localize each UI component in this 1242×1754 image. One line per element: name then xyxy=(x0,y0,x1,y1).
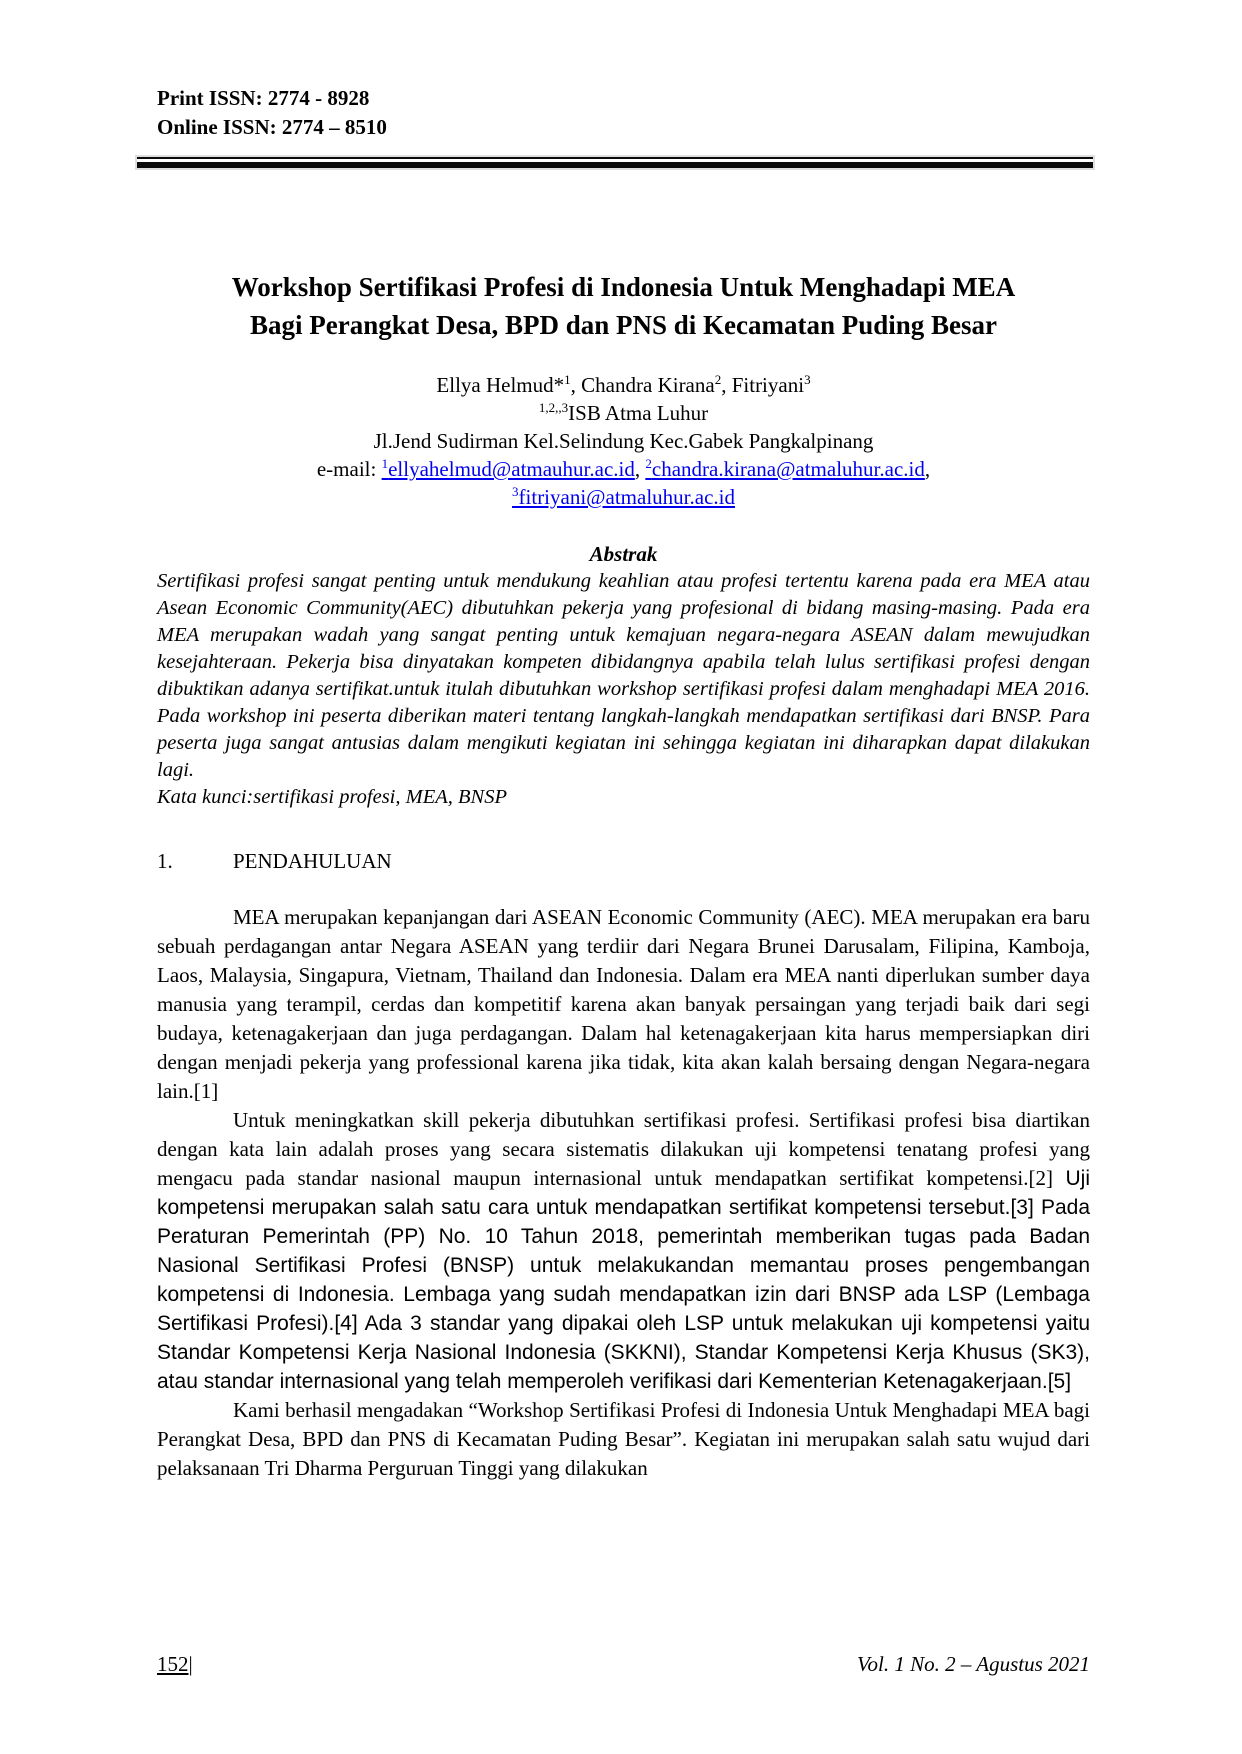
paragraph-2-serif-segment: Untuk meningkatkan skill pekerja dibutuhkan sertifikasi profesi. Sertifikasi profesi bisa diartikan dengan kata lain adalah proses yang secara sistematis dilakukan uji kompetensi tenatang profesi yang mengacu pada standar nasional maupun internasional untuk mendapatkan sertifikat kompetensi.[2] xyxy=(157,1108,1090,1190)
print-issn: Print ISSN: 2774 - 8928 xyxy=(157,86,370,110)
author-1: Ellya Helmud* xyxy=(436,373,565,397)
article-title-line-1: Workshop Sertifikasi Profesi di Indonesia Untuk Menghadapi MEA xyxy=(231,272,1016,302)
email-separator-2: , xyxy=(924,457,931,481)
email-link-2[interactable] xyxy=(645,457,925,481)
email-3-superscript: 3 xyxy=(512,484,519,499)
author-separator-1: , xyxy=(570,373,582,397)
header-divider-rule xyxy=(137,157,1093,168)
email-2-superscript: 2 xyxy=(645,456,652,471)
article-body xyxy=(157,268,1090,1483)
paragraph-1: MEA merupakan kepanjangan dari ASEAN Economic Community (AEC). MEA merupakan era baru sebuah perdagangan antar Negara ASEAN yang terdiir dari Negara Brunei Darusalam, Filipina, Kamboja, Laos, Malaysia, Singapura, Vietnam, Thailand dan Indonesia. Dalam era MEA nanti diperlukan sumber daya manusia yang terampil, cerdas dan kompetitif karena akan banyak persaingan yang terjadi baik dari segi budaya, ketenagakerjaan dan juga perdagangan. Dalam hal ketenagakerjaan kita harus mempersiapkan diri dengan menjadi pekerja yang professional karena jika tidak, kita akan kalah bersaing dengan Negara-negara lain.[1] xyxy=(157,905,1090,1103)
keywords-line: Kata kunci:sertifikasi profesi, MEA, BNSP xyxy=(157,786,507,808)
email-link-1[interactable] xyxy=(382,457,635,481)
abstract-heading: Abstrak xyxy=(589,542,658,566)
author-2-superscript: 2 xyxy=(714,372,722,387)
author-1-superscript: 1 xyxy=(564,372,571,387)
email-2-address: chandra.kirana@atmaluhur.ac.id xyxy=(651,457,925,481)
paragraph-3: Kami berhasil mengadakan “Workshop Sertifikasi Profesi di Indonesia Untuk Menghadapi MEA bagi Perangkat Desa, BPD dan PNS di Kecamatan Puding Besar”. Kegiatan ini merupakan salah satu wujud dari pelaksanaan Tri Dharma Perguruan Tinggi yang dilakukan xyxy=(157,1398,1090,1480)
author-3: Fitriyani xyxy=(731,373,805,397)
section-1-number: 1. xyxy=(157,849,173,873)
affiliation-line xyxy=(157,399,1090,427)
email-separator-1: , xyxy=(634,457,646,481)
author-meta-block xyxy=(157,371,1090,511)
author-separator-2: , xyxy=(721,373,732,397)
affiliation-superscript: 1,2,,3 xyxy=(538,400,569,415)
email-prefix: e-mail: xyxy=(316,457,382,481)
paragraph-2 xyxy=(157,1106,1090,1396)
volume-info: Vol. 1 No. 2 – Agustus 2021 xyxy=(857,1652,1090,1676)
page-number-block xyxy=(157,1651,193,1678)
article-title xyxy=(157,268,1090,344)
article-title-line-2: Bagi Perangkat Desa, BPD dan PNS di Kecamatan Puding Besar xyxy=(249,310,998,340)
email-line-1 xyxy=(157,455,1090,483)
email-line-2 xyxy=(157,483,1090,511)
address-line: Jl.Jend Sudirman Kel.Selindung Kec.Gabek Pangkalpinang xyxy=(373,429,874,453)
paragraph-2-sans-segment: Uji kompetensi merupakan salah satu cara untuk mendapatkan sertifikat kompetensi tersebut.[3] Pada Peraturan Pemerintah (PP) No. 10 Tahun 2018, pemerintah memberikan tugas pada Badan Nasional Sertifikasi Profesi (BNSP) untuk melakukandan memantau proses pengembangan kompetensi di Indonesia. Lembaga yang sudah mendapatkan izin dari BNSP ada LSP (Lembaga Sertifikasi Profesi).[4] Ada 3 standar yang dipakai oleh LSP untuk melakukan uji kompetensi yaitu Standar Kompetensi Kerja Nasional Indonesia (SKKNI), Standar Kompetensi Kerja Khusus (SK3), atau standar internasional yang telah memperoleh verifikasi dari Kementerian Ketenagakerjaan.[5] xyxy=(157,1167,1090,1393)
email-1-address: ellyahelmud@atmauhur.ac.id xyxy=(388,457,635,481)
online-issn: Online ISSN: 2774 – 8510 xyxy=(157,115,387,139)
author-2: Chandra Kirana xyxy=(581,373,715,397)
email-link-3[interactable] xyxy=(512,485,735,509)
author-3-superscript: 3 xyxy=(804,372,811,387)
email-1-superscript: 1 xyxy=(381,456,389,471)
authors-line xyxy=(157,371,1090,399)
section-1-heading xyxy=(157,847,1090,876)
page-number-separator: | xyxy=(188,1652,193,1676)
page-number: 152 xyxy=(157,1652,189,1676)
abstract-text: Sertifikasi profesi sangat penting untuk mendukung keahlian atau profesi tertentu karena pada era MEA atau Asean Economic Community(AEC) dibutuhkan pekerja yang profesional di bidang masing-masing. Pada era MEA merupakan wadah yang sangat penting untuk kemajuan negara-negara ASEAN dalam mewujudkan kesejahteraan. Pekerja bisa dinyatakan kompeten dibidangnya apabila telah lulus sertifikasi profesi dengan dibuktikan adanya sertifikat.untuk itulah dibutuhkan workshop sertifikasi profesi dalam menghadapi MEA 2016. Pada workshop ini peserta diberikan materi tentang langkah-langkah mendapatkan sertifikasi dari BNSP. Para peserta juga sangat antusias dalam mengikuti kegiatan ini sehingga kegiatan ini diharapkan dapat dilakukan lagi. xyxy=(157,570,1090,781)
section-1-title: PENDAHULUAN xyxy=(233,849,392,873)
page-footer xyxy=(157,1651,1090,1678)
email-3-address: fitriyani@atmaluhur.ac.id xyxy=(518,485,735,509)
affiliation-name: ISB Atma Luhur xyxy=(568,401,709,425)
issn-header xyxy=(157,84,1090,142)
